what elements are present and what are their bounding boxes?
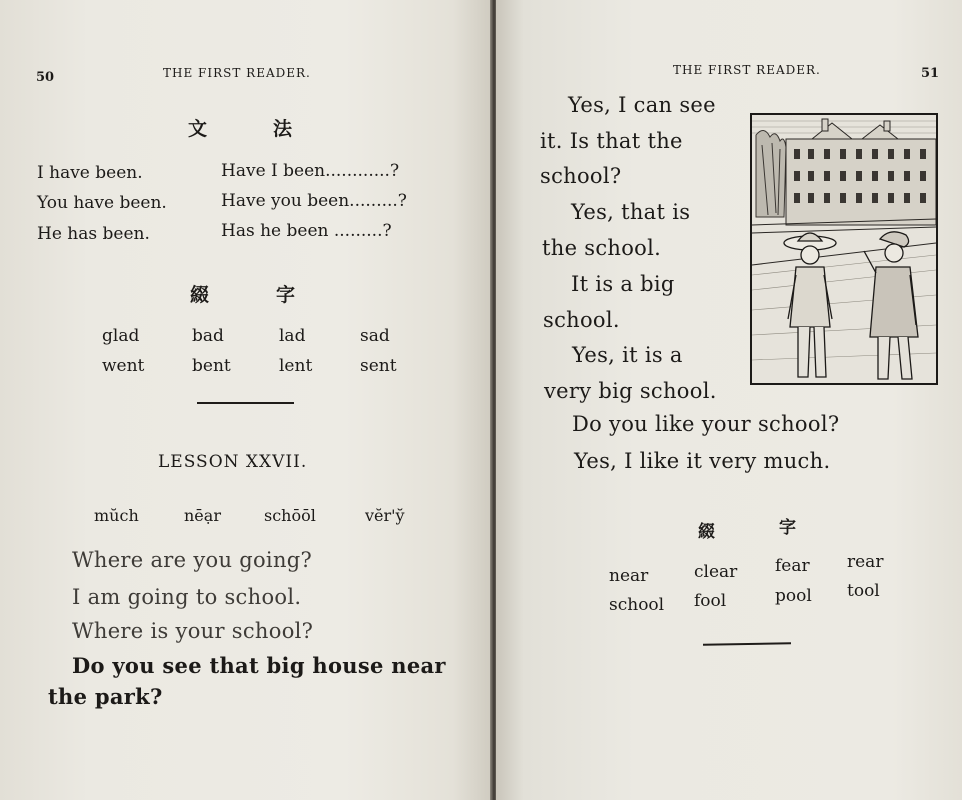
vocab-word: schōōl [264,506,316,525]
grammar-heading-char-1: 文 [188,118,208,140]
text-line: Yes, that is [571,200,691,224]
spelling-heading-char-2: 字 [779,518,796,538]
spelling-word: lent [279,356,313,376]
page-number-left: 50 [36,70,55,85]
spelling-word: near [609,566,649,586]
text-line: school. [543,308,620,332]
spelling-heading-char-2: 字 [276,284,296,306]
vocab-word: mŭch [94,506,139,525]
school-illustration [750,113,938,385]
grammar-statement: He has been. [37,224,150,244]
spelling-word: went [102,356,145,376]
spelling-word: pool [775,586,812,606]
text-line: the school. [542,236,662,260]
spelling-word: school [609,595,665,615]
spelling-word: rear [847,552,884,572]
spelling-word: clear [694,562,738,582]
spelling-word: fool [694,591,727,611]
grammar-statement: I have been. [37,163,143,183]
grammar-question: Have you been.........? [221,191,407,211]
spelling-word: fear [775,556,810,576]
section-divider [703,642,791,646]
text-line: Yes, it is a [572,343,683,367]
grammar-question: Have I been............? [221,161,400,181]
spelling-heading-char-1: 綴 [698,522,715,542]
spelling-word: tool [847,581,880,601]
spelling-word: sad [360,326,390,346]
running-header-left: THE FIRST READER. [163,66,311,80]
text-line: Yes, I can see [568,93,716,117]
text-line: It is a big [571,272,675,296]
text-line: Yes, I like it very much. [574,449,831,473]
school-boys-drawing [752,115,936,383]
spelling-word: bad [192,326,224,346]
text-line: it. Is that the [540,129,683,153]
running-header-right: THE FIRST READER. [673,63,821,77]
text-line: school? [540,164,622,188]
spelling-word: glad [102,326,140,346]
text-line: Do you see that big house near [72,653,446,678]
text-line: the park? [48,684,163,709]
vocab-word: vĕr'y̆ [365,506,405,525]
grammar-statement: You have been. [37,193,167,213]
text-line: I am going to school. [72,585,302,609]
section-divider [197,402,294,404]
grammar-question: Has he been .........? [221,221,392,241]
spelling-word: bent [192,356,231,376]
vocab-word: nēạr [184,506,221,525]
spelling-heading-char-1: 綴 [190,284,210,306]
page-number-right: 51 [921,66,940,81]
text-line: very big school. [544,379,717,403]
text-line: Do you like your school? [572,412,840,436]
spelling-word: sent [360,356,397,376]
lesson-title: LESSON XXVII. [158,452,308,472]
grammar-heading-char-2: 法 [273,118,293,140]
right-page [496,0,962,800]
spelling-word: lad [279,326,306,346]
text-line: Where is your school? [72,619,314,643]
text-line: Where are you going? [72,548,313,572]
